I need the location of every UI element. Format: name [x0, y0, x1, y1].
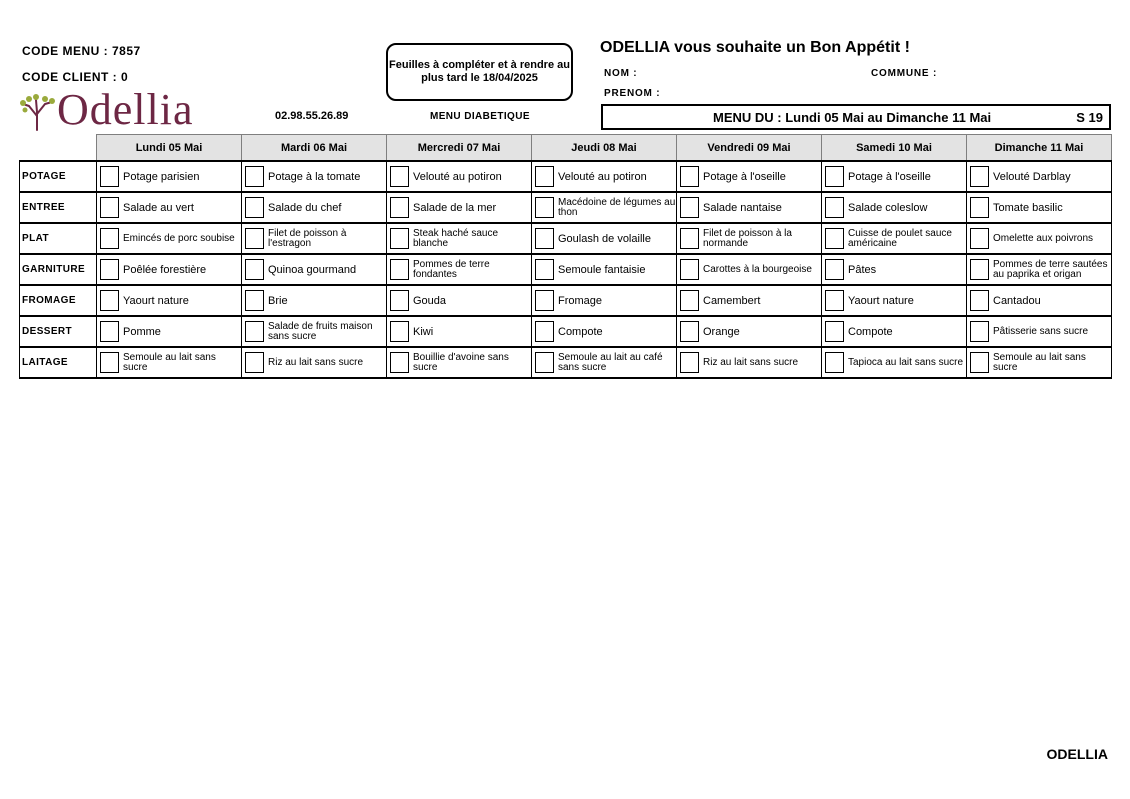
menu-cell: [822, 254, 967, 285]
day-header: Mercredi 07 Mai: [387, 135, 532, 162]
dish-label: Potage à la tomate: [268, 170, 361, 183]
dish-label: Tomate basilic: [993, 201, 1063, 214]
quantity-box[interactable]: [245, 321, 264, 342]
phone-number: 02.98.55.26.89: [275, 110, 349, 122]
menu-cell: [677, 192, 822, 223]
quantity-box[interactable]: [970, 352, 989, 373]
quantity-box[interactable]: [245, 290, 264, 311]
menu-type: MENU DIABETIQUE: [430, 111, 530, 122]
day-header: Vendredi 09 Mai: [677, 135, 822, 162]
dish-label: Emincés de porc soubise: [123, 232, 235, 244]
quantity-box[interactable]: [535, 290, 554, 311]
dish-label: Yaourt nature: [123, 294, 189, 307]
menu-cell: [242, 223, 387, 254]
menu-cell: [387, 285, 532, 316]
menu-cell: [967, 192, 1112, 223]
dish-label: Semoule au lait au café sans sucre: [558, 351, 663, 373]
quantity-box[interactable]: [100, 197, 119, 218]
dish-label: Macédoine de légumes au thon: [558, 196, 676, 218]
dish-label: Gouda: [413, 294, 447, 307]
menu-cell: [242, 192, 387, 223]
quantity-box[interactable]: [825, 228, 844, 249]
menu-cell: [677, 316, 822, 347]
quantity-box[interactable]: [535, 321, 554, 342]
menu-cell: [967, 223, 1112, 254]
menu-cell: [387, 316, 532, 347]
menu-cell: [532, 254, 677, 285]
dish-label: Cuisse de poulet sauce américaine: [848, 227, 952, 249]
prenom-label: PRENOM :: [604, 88, 661, 99]
quantity-box[interactable]: [535, 259, 554, 280]
menu-cell: [967, 254, 1112, 285]
dish-label: Filet de poisson à l'estragon: [268, 227, 347, 249]
day-header: Mardi 06 Mai: [242, 135, 387, 162]
category-label: GARNITURE: [20, 254, 97, 285]
menu-cell: [677, 254, 822, 285]
dish-label: Carottes à la bourgeoise: [703, 263, 812, 275]
nom-label: NOM :: [604, 68, 638, 79]
menu-cell: [822, 285, 967, 316]
dish-label: Cantadou: [993, 294, 1041, 307]
quantity-box[interactable]: [970, 321, 989, 342]
dish-label: Potage parisien: [123, 170, 200, 183]
quantity-box[interactable]: [100, 259, 119, 280]
quantity-box[interactable]: [245, 259, 264, 280]
quantity-box[interactable]: [970, 197, 989, 218]
menu-cell: [387, 254, 532, 285]
menu-cell: [967, 285, 1112, 316]
dish-label: Goulash de volaille: [558, 232, 651, 245]
commune-label: COMMUNE :: [871, 68, 938, 79]
category-label: ENTREE: [20, 192, 97, 223]
menu-cell: [242, 316, 387, 347]
quantity-box[interactable]: [970, 228, 989, 249]
quantity-box[interactable]: [970, 290, 989, 311]
logo-wordmark: Odellia: [57, 85, 194, 134]
dish-label: Yaourt nature: [848, 294, 914, 307]
dish-label: Salade de fruits maison sans sucre: [268, 320, 373, 342]
menu-cell: [967, 316, 1112, 347]
quantity-box[interactable]: [390, 352, 409, 373]
quantity-box[interactable]: [390, 321, 409, 342]
deadline-notice: [386, 43, 573, 101]
quantity-box[interactable]: [390, 228, 409, 249]
week-number: S 19: [1076, 110, 1103, 125]
quantity-box[interactable]: [245, 352, 264, 373]
quantity-box[interactable]: [390, 259, 409, 280]
dish-label: Pommes de terre fondantes: [413, 258, 490, 280]
dish-label: Semoule fantaisie: [558, 263, 646, 276]
menu-cell: [532, 192, 677, 223]
menu-table: [19, 134, 1112, 379]
menu-cell: [242, 347, 387, 378]
dish-label: Filet de poisson à la normande: [703, 227, 792, 249]
menu-row-garniture: [20, 254, 1112, 285]
dish-label: Bouillie d'avoine sans sucre: [413, 351, 509, 373]
menu-cell: [967, 347, 1112, 378]
dish-label: Salade au vert: [123, 201, 194, 214]
quantity-box[interactable]: [825, 321, 844, 342]
category-label: LAITAGE: [20, 347, 97, 378]
dish-label: Riz au lait sans sucre: [703, 356, 799, 368]
dish-label: Salade de la mer: [413, 201, 497, 214]
quantity-box[interactable]: [680, 166, 699, 187]
quantity-box[interactable]: [825, 197, 844, 218]
quantity-box[interactable]: [100, 290, 119, 311]
menu-cell: [532, 285, 677, 316]
quantity-box[interactable]: [535, 352, 554, 373]
dish-label: Orange: [703, 325, 740, 338]
menu-cell: [532, 223, 677, 254]
menu-cell: [677, 285, 822, 316]
day-header-row: [20, 135, 1112, 162]
menu-cell: [387, 223, 532, 254]
dish-label: Kiwi: [413, 325, 434, 338]
menu-cell: [387, 161, 532, 192]
menu-cell: [822, 161, 967, 192]
quantity-box[interactable]: [245, 197, 264, 218]
dish-label: Steak haché sauce blanche: [413, 227, 499, 249]
quantity-box[interactable]: [970, 259, 989, 280]
category-label: FROMAGE: [20, 285, 97, 316]
menu-cell: [242, 254, 387, 285]
menu-cell: [97, 223, 242, 254]
quantity-box[interactable]: [680, 290, 699, 311]
category-label: POTAGE: [20, 161, 97, 192]
dish-label: Pâtes: [848, 263, 877, 276]
deadline-notice-text: Feuilles à compléter et à rendre au plus tard le 18/04/2025: [389, 59, 570, 84]
menu-cell: [967, 161, 1112, 192]
quantity-box[interactable]: [970, 166, 989, 187]
quantity-box[interactable]: [680, 228, 699, 249]
corner-cell: [20, 135, 97, 162]
menu-cell: [532, 347, 677, 378]
day-header: Jeudi 08 Mai: [532, 135, 677, 162]
menu-cell: [822, 223, 967, 254]
dish-label: Pomme: [123, 325, 161, 338]
quantity-box[interactable]: [245, 228, 264, 249]
code-client: CODE CLIENT : 0: [22, 70, 129, 84]
quantity-box[interactable]: [825, 290, 844, 311]
menu-row-entree: [20, 192, 1112, 223]
day-header: Samedi 10 Mai: [822, 135, 967, 162]
quantity-box[interactable]: [680, 352, 699, 373]
quantity-box[interactable]: [535, 197, 554, 218]
quantity-box[interactable]: [535, 166, 554, 187]
dish-label: Fromage: [558, 294, 603, 307]
quantity-box[interactable]: [390, 290, 409, 311]
dish-label: Salade nantaise: [703, 201, 782, 214]
menu-cell: [97, 285, 242, 316]
menu-period-band: [601, 104, 1111, 130]
dish-label: Pâtisserie sans sucre: [993, 325, 1089, 337]
menu-row-fromage: [20, 285, 1112, 316]
menu-row-dessert: [20, 316, 1112, 347]
dish-label: Pommes de terre sautées au paprika et origan: [993, 258, 1108, 280]
quantity-box[interactable]: [680, 321, 699, 342]
menu-cell: [677, 161, 822, 192]
menu-cell: [97, 347, 242, 378]
menu-row-potage: [20, 161, 1112, 192]
code-menu: CODE MENU : 7857: [22, 44, 141, 58]
menu-body: [20, 161, 1112, 378]
menu-cell: [677, 347, 822, 378]
dish-label: Brie: [268, 294, 288, 307]
menu-cell: [822, 316, 967, 347]
day-header: Dimanche 11 Mai: [967, 135, 1112, 162]
quantity-box[interactable]: [100, 228, 119, 249]
greeting-title: ODELLIA vous souhaite un Bon Appétit !: [600, 39, 910, 56]
dish-label: Velouté au potiron: [558, 170, 647, 183]
dish-label: Velouté au potiron: [413, 170, 502, 183]
quantity-box[interactable]: [100, 321, 119, 342]
menu-cell: [822, 192, 967, 223]
quantity-box[interactable]: [825, 166, 844, 187]
dish-label: Camembert: [703, 294, 761, 307]
dish-label: Semoule au lait sans sucre: [123, 351, 216, 373]
category-label: DESSERT: [20, 316, 97, 347]
category-label: PLAT: [20, 223, 97, 254]
quantity-box[interactable]: [245, 166, 264, 187]
dish-label: Omelette aux poivrons: [993, 232, 1094, 244]
dish-label: Velouté Darblay: [993, 170, 1071, 183]
dish-label: Potage à l'oseille: [703, 170, 786, 183]
menu-period: MENU DU : Lundi 05 Mai au Dimanche 11 Mai: [713, 110, 992, 125]
quantity-box[interactable]: [680, 259, 699, 280]
dish-label: Potage à l'oseille: [848, 170, 931, 183]
quantity-box[interactable]: [825, 352, 844, 373]
quantity-box[interactable]: [390, 197, 409, 218]
dish-label: Tapioca au lait sans sucre: [848, 356, 964, 368]
menu-cell: [97, 316, 242, 347]
menu-cell: [532, 316, 677, 347]
menu-cell: [387, 347, 532, 378]
menu-cell: [822, 347, 967, 378]
menu-cell: [242, 285, 387, 316]
menu-cell: [387, 192, 532, 223]
dish-label: Salade du chef: [268, 201, 342, 214]
quantity-box[interactable]: [100, 352, 119, 373]
quantity-box[interactable]: [535, 228, 554, 249]
day-header: Lundi 05 Mai: [97, 135, 242, 162]
odellia-logo: [19, 85, 219, 134]
quantity-box[interactable]: [100, 166, 119, 187]
quantity-box[interactable]: [680, 197, 699, 218]
dish-label: Salade coleslow: [848, 201, 928, 214]
dish-label: Compote: [848, 325, 893, 338]
menu-cell: [242, 161, 387, 192]
dish-label: Poêlée forestière: [123, 263, 207, 276]
menu-cell: [97, 192, 242, 223]
tree-logo-icon: [19, 90, 59, 132]
dish-label: Quinoa gourmand: [268, 263, 357, 276]
menu-cell: [97, 254, 242, 285]
menu-cell: [677, 223, 822, 254]
dish-label: Compote: [558, 325, 603, 338]
quantity-box[interactable]: [390, 166, 409, 187]
quantity-box[interactable]: [825, 259, 844, 280]
menu-cell: [532, 161, 677, 192]
menu-cell: [97, 161, 242, 192]
menu-row-plat: [20, 223, 1112, 254]
dish-label: Riz au lait sans sucre: [268, 356, 364, 368]
dish-label: Semoule au lait sans sucre: [993, 351, 1086, 373]
menu-row-laitage: [20, 347, 1112, 378]
footer-brand: ODELLIA: [1046, 746, 1108, 762]
